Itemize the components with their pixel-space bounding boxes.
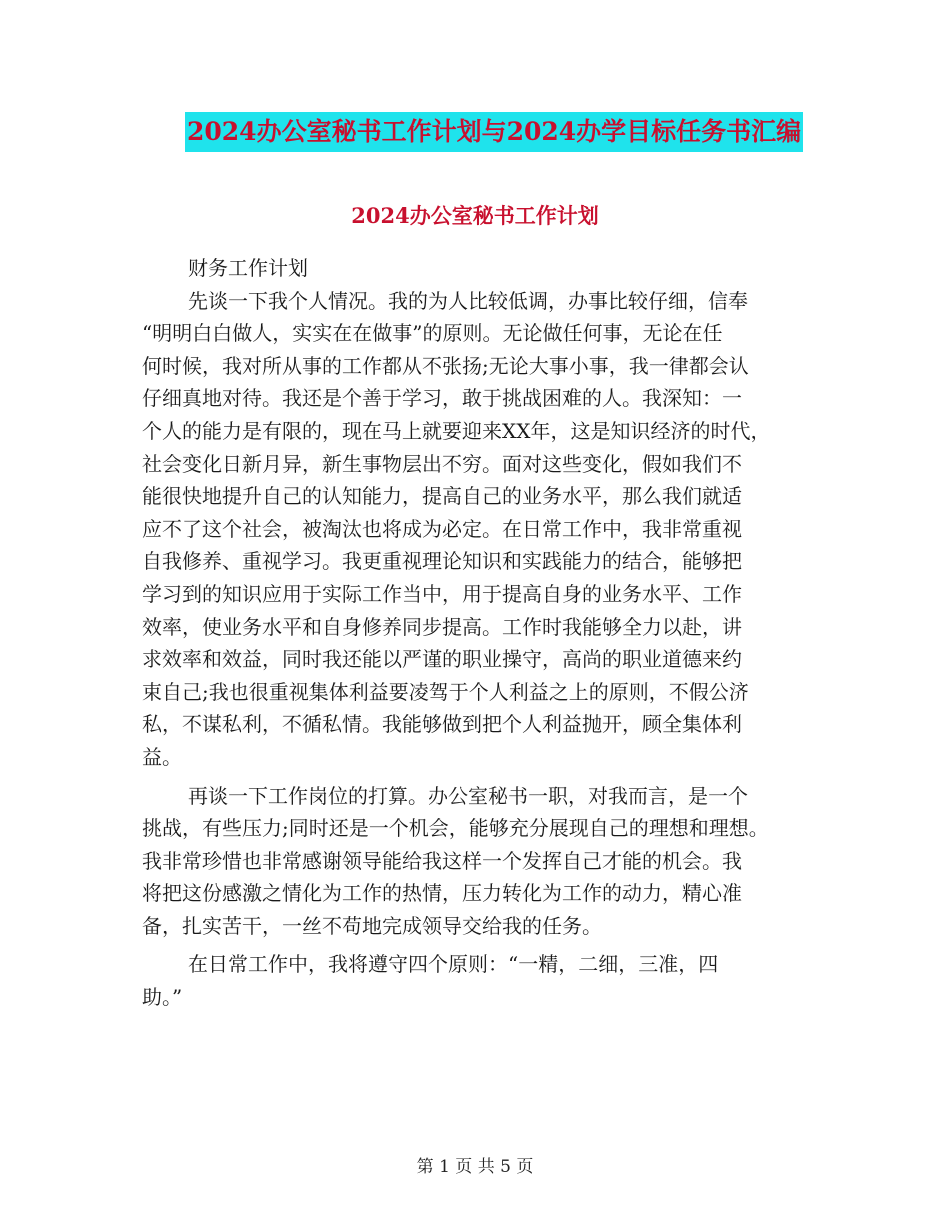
section-title: 2024办公室秘书工作计划 (351, 203, 599, 228)
text-line: 将把这份感激之情化为工作的热情，压力转化为工作的动力，精心准 (142, 881, 742, 906)
text-line: 求效率和效益，同时我还能以严谨的职业操守，高尚的职业道德来约 (142, 647, 742, 672)
body-top-spacer (142, 242, 822, 252)
text-line: 挑战，有些压力;同时还是一个机会，能够充分展现自己的理想和理想。 (142, 816, 769, 841)
text-line: 束自己;我也很重视集体利益要凌驾于个人利益之上的原则，不假公济 (142, 679, 749, 704)
body-text (142, 242, 822, 1014)
text-line: 先谈一下我个人情况。我的为人比较低调，办事比较仔细，信奉 (188, 288, 748, 313)
text-line: 学习到的知识应用于实际工作当中，用于提高自身的业务水平、工作 (142, 581, 742, 606)
text-line: 在日常工作中，我将遵守四个原则：“一精，二细，三准，四 (188, 952, 719, 977)
text-line: 私，不谋私利，不循私情。我能够做到把个人利益抛开，顾全集体利 (142, 712, 742, 737)
page-footer: 第 1 页 共 5 页 (416, 1157, 534, 1177)
text-line: “明明白白做人，实实在在做事”的原则。无论做任何事，无论在任 (142, 321, 723, 346)
text-line: 我非常珍惜也非常感谢领导能给我这样一个发挥自己才能的机会。我 (142, 848, 742, 873)
text-line: 个人的能力是有限的，现在马上就要迎来XX年，这是知识经济的时代， (142, 418, 771, 443)
text-line: 益。 (142, 744, 182, 769)
text-line: 自我修养、重视学习。我更重视理论知识和实践能力的结合，能够把 (142, 549, 742, 574)
text-line: 财务工作计划 (188, 256, 308, 280)
text-line: 效率，使业务水平和自身修养同步提高。工作时我能够全力以赴，讲 (142, 614, 742, 639)
document-title: 2024办公室秘书工作计划与2024办学目标任务书汇编 (185, 112, 803, 152)
text-line: 再谈一下工作岗位的打算。办公室秘书一职，对我而言，是一个 (188, 783, 748, 808)
text-line: 备，扎实苦干，一丝不苟地完成领导交给我的任务。 (142, 913, 602, 938)
text-line: 应不了这个社会，被淘汰也将成为必定。在日常工作中，我非常重视 (142, 516, 742, 541)
text-line: 能很快地提升自己的认知能力，提高自己的业务水平，那么我们就适 (142, 484, 742, 509)
text-line: 社会变化日新月异，新生事物层出不穷。面对这些变化，假如我们不 (142, 451, 742, 476)
text-line: 何时候，我对所从事的工作都从不张扬;无论大事小事，我一律都会认 (142, 353, 749, 378)
text-line: 助。” (142, 985, 183, 1010)
text-line: 仔细真地对待。我还是个善于学习，敢于挑战困难的人。我深知：一 (142, 386, 742, 411)
